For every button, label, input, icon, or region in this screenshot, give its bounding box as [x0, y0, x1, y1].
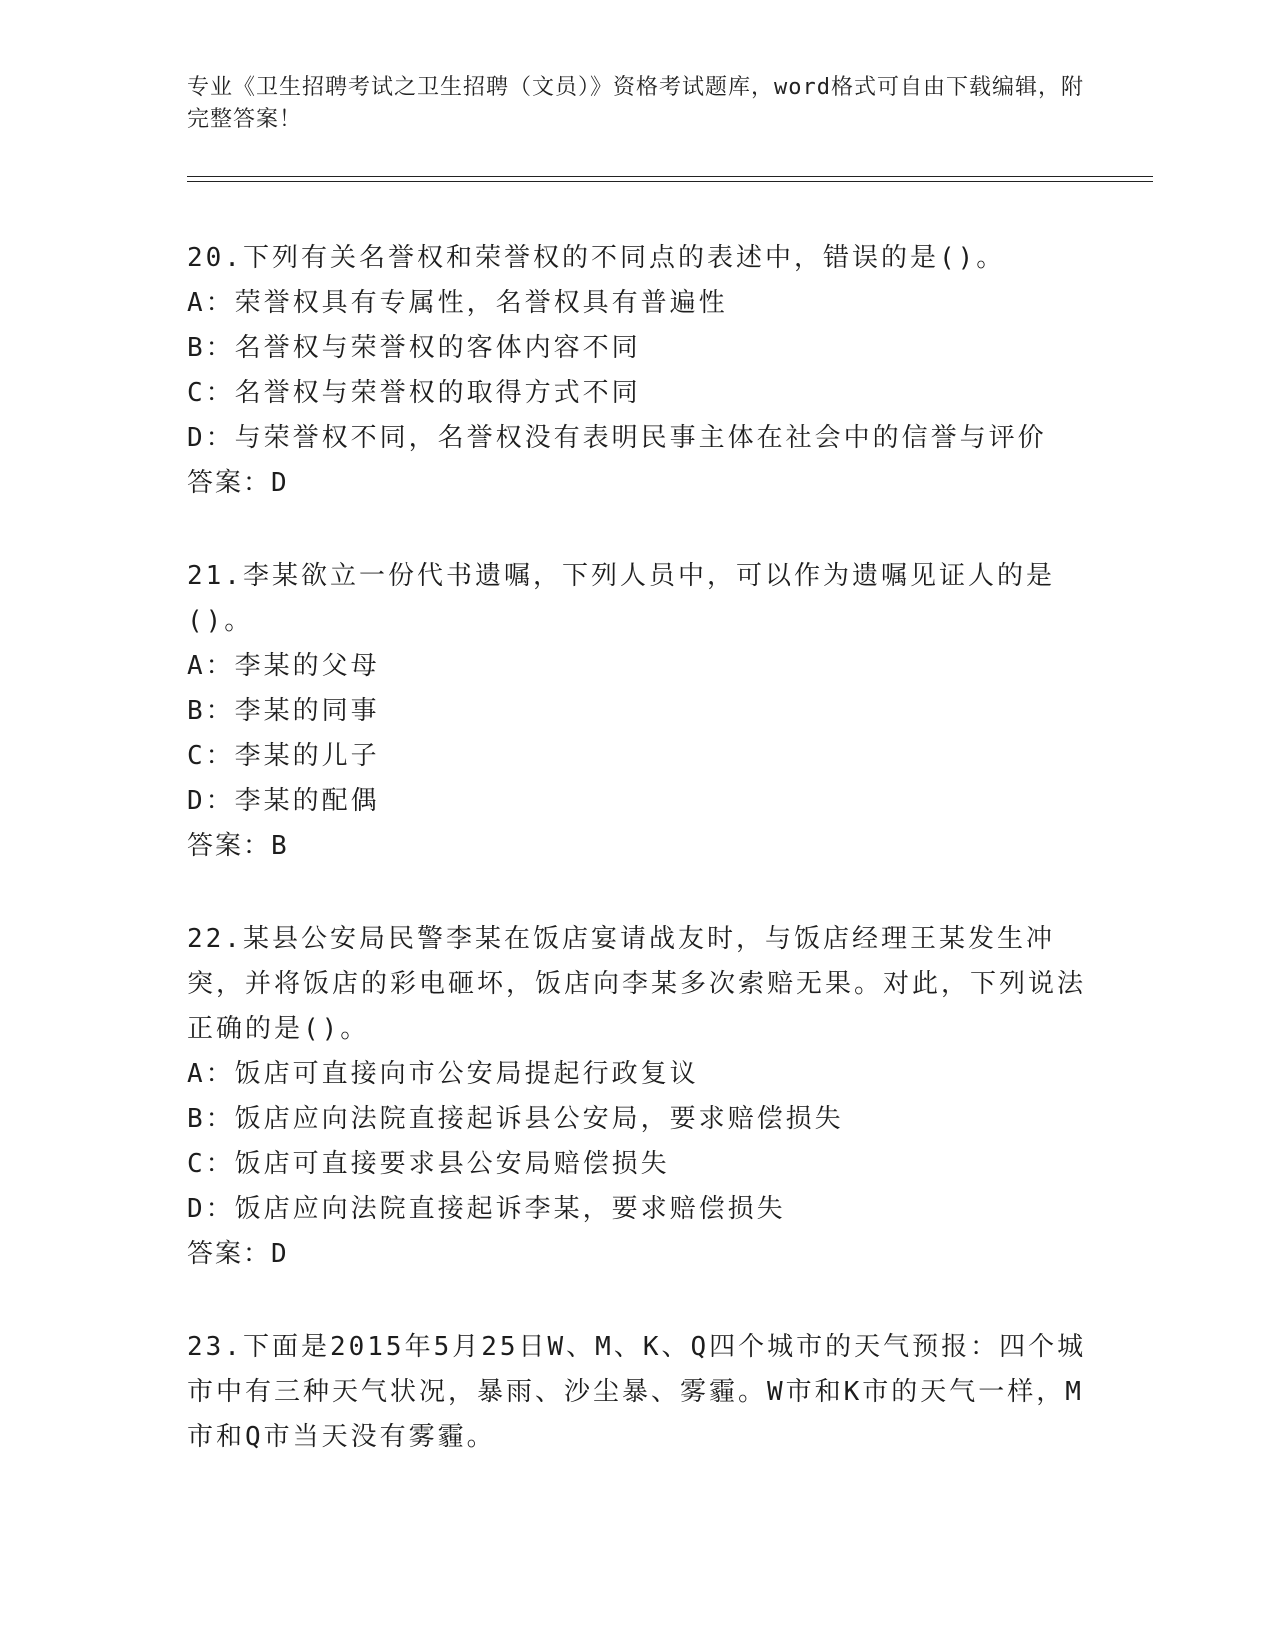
option-d: D：李某的配偶: [187, 786, 380, 816]
question-stem: 23.下面是2015年5月25日W、M、K、Q四个城市的天气预报：四个城市中有三种天气状况，暴雨、沙尘暴、雾霾。W市和K市的天气一样，M市和Q市当天没有雾霾。: [187, 1332, 1087, 1452]
document-intro: 专业《卫生招聘考试之卫生招聘（文员）》资格考试题库，word格式可自由下载编辑，附完整答案！: [187, 75, 1084, 132]
option-b: B：名誉权与荣誉权的客体内容不同: [187, 333, 641, 363]
answer-text: 答案：B: [187, 831, 289, 861]
question-23: [187, 1325, 1087, 1460]
answer-text: 答案：D: [187, 1239, 289, 1269]
option-c: C：名誉权与荣誉权的取得方式不同: [187, 378, 641, 408]
option-c: C：饭店可直接要求县公安局赔偿损失: [187, 1149, 670, 1179]
header-divider-bottom: [187, 181, 1153, 182]
option-a: A：荣誉权具有专属性，名誉权具有普遍性: [187, 288, 728, 318]
option-d: D：饭店应向法院直接起诉李某，要求赔偿损失: [187, 1194, 786, 1224]
question-list: [187, 236, 1087, 1508]
question-20: [187, 236, 1087, 506]
question-stem: 22.某县公安局民警李某在饭店宴请战友时，与饭店经理王某发生冲突，并将饭店的彩电砸坏，饭店向李某多次索赔无果。对此，下列说法正确的是()。: [187, 924, 1087, 1044]
question-stem: 20.下列有关名誉权和荣誉权的不同点的表述中，错误的是()。: [187, 243, 1006, 273]
answer-text: 答案：D: [187, 468, 289, 498]
option-b: B：李某的同事: [187, 696, 380, 726]
question-22: [187, 917, 1087, 1277]
option-b: B：饭店应向法院直接起诉县公安局，要求赔偿损失: [187, 1104, 844, 1134]
option-d: D：与荣誉权不同，名誉权没有表明民事主体在社会中的信誉与评价: [187, 423, 1047, 453]
option-a: A：李某的父母: [187, 651, 380, 681]
question-stem: 21.李某欲立一份代书遗嘱，下列人员中，可以作为遗嘱见证人的是()。: [187, 561, 1055, 636]
header-divider-top: [187, 176, 1153, 177]
question-21: [187, 554, 1087, 869]
option-c: C：李某的儿子: [187, 741, 380, 771]
option-a: A：饭店可直接向市公安局提起行政复议: [187, 1059, 699, 1089]
